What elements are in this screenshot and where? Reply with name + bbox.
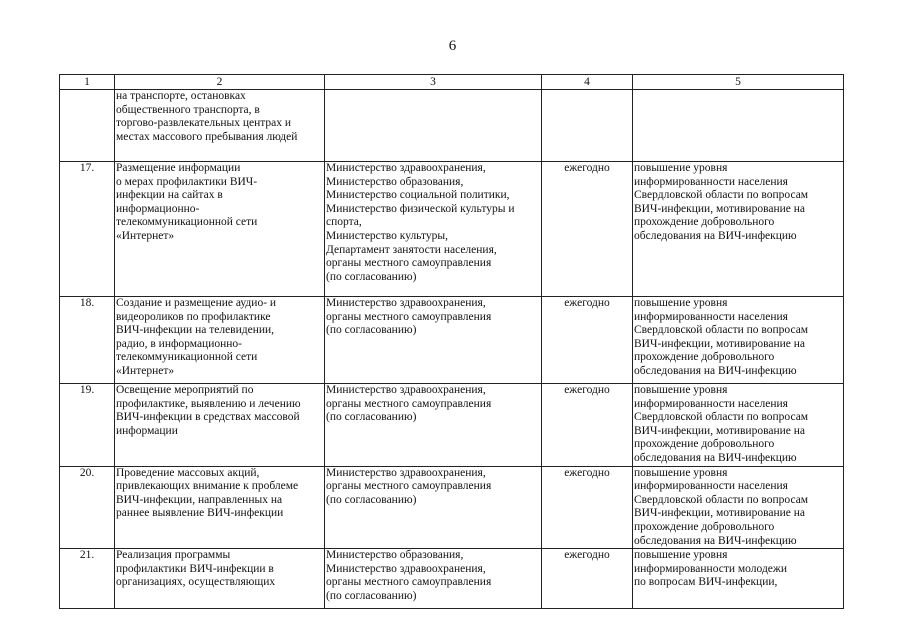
table-row — [60, 90, 844, 162]
column-header-1: 1 — [60, 75, 115, 90]
table-row — [60, 297, 844, 384]
row-number: 18. — [60, 297, 115, 384]
page-number: 6 — [448, 38, 457, 54]
executors-cell: Министерство здравоохранения, Министерство образования, Министерство социальной политики, Министерство физической культуры и спорта, Министерство культуры, Департамент занятости населения, органы местного самоуправления (по согласованию) — [325, 162, 542, 297]
result-cell: повышение уровня информированности молодежи по вопросам ВИЧ-инфекции, — [633, 549, 844, 609]
period-cell: ежегодно — [542, 297, 633, 384]
result-cell: повышение уровня информированности населения Свердловской области по вопросам ВИЧ-инфекции, мотивирование на прохождение добровольного обследования на ВИЧ-инфекцию — [633, 162, 844, 297]
measure-cell: Проведение массовых акций, привлекающих внимание к проблеме ВИЧ-инфекции, направленных на раннее выявление ВИЧ-инфекции — [115, 466, 325, 549]
executors-cell: Министерство образования, Министерство здравоохранения, органы местного самоуправления (по согласованию) — [325, 549, 542, 609]
result-cell: повышение уровня информированности населения Свердловской области по вопросам ВИЧ-инфекции, мотивирование на прохождение добровольного обследования на ВИЧ-инфекцию — [633, 466, 844, 549]
column-header-2: 2 — [115, 75, 325, 90]
executors-cell: Министерство здравоохранения, органы местного самоуправления (по согласованию) — [325, 466, 542, 549]
result-cell — [633, 90, 844, 162]
measure-cell: Размещение информации о мерах профилактики ВИЧ- инфекции на сайтах в информационно- телекоммуникационной сети «Интернет» — [115, 162, 325, 297]
row-number: 17. — [60, 162, 115, 297]
period-cell: ежегодно — [542, 162, 633, 297]
result-cell: повышение уровня информированности населения Свердловской области по вопросам ВИЧ-инфекции, мотивирование на прохождение добровольного обследования на ВИЧ-инфекцию — [633, 384, 844, 467]
executors-cell: Министерство здравоохранения, органы местного самоуправления (по согласованию) — [325, 384, 542, 467]
column-header-5: 5 — [633, 75, 844, 90]
row-number: 20. — [60, 466, 115, 549]
measure-cell: на транспорте, остановках общественного транспорта, в торгово-развлекательных центрах и местах массового пребывания людей — [115, 90, 325, 162]
table-row — [60, 549, 844, 609]
row-number: 21. — [60, 549, 115, 609]
measure-cell: Освещение мероприятий по профилактике, выявлению и лечению ВИЧ-инфекции в средствах массовой информации — [115, 384, 325, 467]
result-cell: повышение уровня информированности населения Свердловской области по вопросам ВИЧ-инфекции, мотивирование на прохождение добровольного обследования на ВИЧ-инфекцию — [633, 297, 844, 384]
measure-cell: Создание и размещение аудио- и видеороликов по профилактике ВИЧ-инфекции на телевидении, радио, в информационно- телекоммуникационной сети «Интернет» — [115, 297, 325, 384]
period-cell — [542, 90, 633, 162]
table-row — [60, 162, 844, 297]
header-row — [60, 75, 844, 90]
table-row — [60, 466, 844, 549]
period-cell: ежегодно — [542, 466, 633, 549]
column-header-3: 3 — [325, 75, 542, 90]
row-number: 19. — [60, 384, 115, 467]
executors-cell: Министерство здравоохранения, органы местного самоуправления (по согласованию) — [325, 297, 542, 384]
column-header-4: 4 — [542, 75, 633, 90]
row-number — [60, 90, 115, 162]
executors-cell — [325, 90, 542, 162]
period-cell: ежегодно — [542, 384, 633, 467]
measure-cell: Реализация программы профилактики ВИЧ-инфекции в организациях, осуществляющих — [115, 549, 325, 609]
activities-table — [59, 74, 844, 609]
period-cell: ежегодно — [542, 549, 633, 609]
table-row — [60, 384, 844, 467]
